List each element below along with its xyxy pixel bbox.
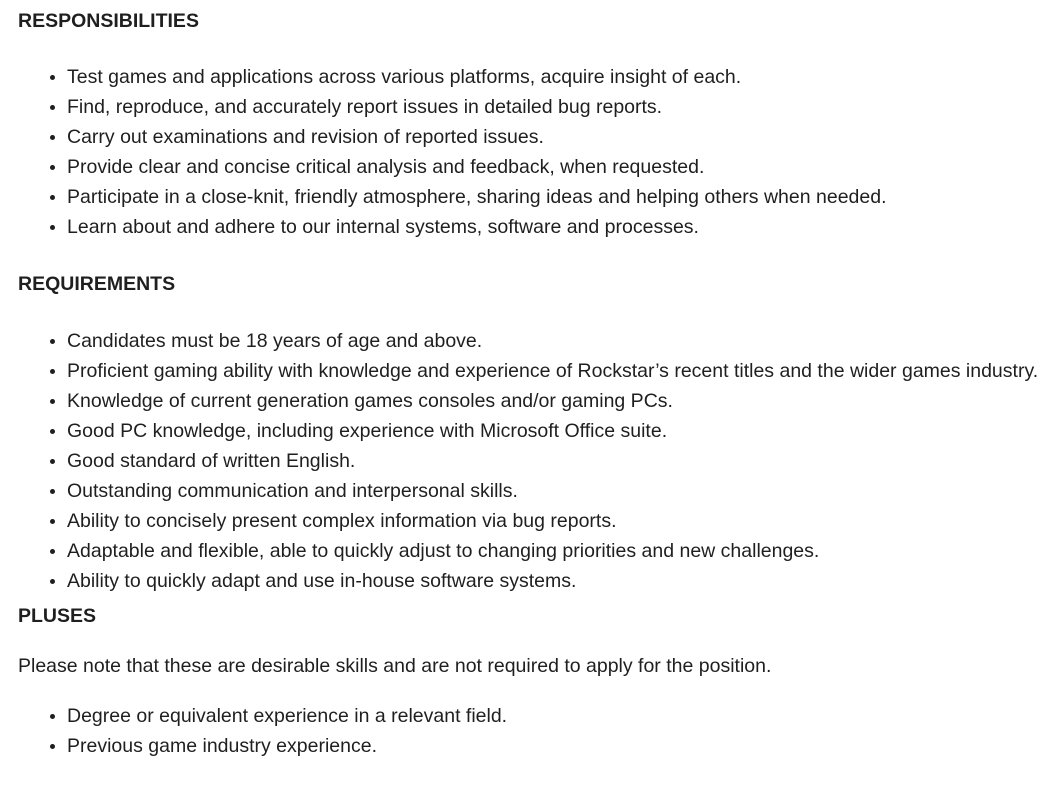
- list-item: Find, reproduce, and accurately report issues in detailed bug reports.: [18, 92, 1057, 122]
- list-item: Learn about and adhere to our internal systems, software and processes.: [18, 212, 1057, 242]
- list-item: Test games and applications across various platforms, acquire insight of each.: [18, 62, 1057, 92]
- list-item: Previous game industry experience.: [18, 731, 1057, 761]
- list-item: Carry out examinations and revision of reported issues.: [18, 122, 1057, 152]
- list-item: Degree or equivalent experience in a relevant field.: [18, 701, 1057, 731]
- pluses-heading: PLUSES: [18, 605, 97, 627]
- list-item: Ability to quickly adapt and use in-house software systems.: [18, 566, 1057, 596]
- requirements-heading: REQUIREMENTS: [18, 273, 176, 295]
- list-item: Adaptable and flexible, able to quickly adjust to changing priorities and new challenges.: [18, 536, 1057, 566]
- requirements-list: [18, 326, 1062, 596]
- responsibilities-list: [18, 62, 1062, 242]
- list-item: Knowledge of current generation games consoles and/or gaming PCs.: [18, 386, 1057, 416]
- pluses-list: [18, 701, 1062, 761]
- list-item: Proficient gaming ability with knowledge and experience of Rockstar’s recent titles and the wider games industry.: [18, 356, 1057, 386]
- list-item: Good PC knowledge, including experience with Microsoft Office suite.: [18, 416, 1057, 446]
- list-item: Ability to concisely present complex information via bug reports.: [18, 506, 1057, 536]
- list-item: Good standard of written English.: [18, 446, 1057, 476]
- list-item: Participate in a close-knit, friendly atmosphere, sharing ideas and helping others when needed.: [18, 182, 1057, 212]
- list-item: Candidates must be 18 years of age and above.: [18, 326, 1057, 356]
- list-item: Provide clear and concise critical analysis and feedback, when requested.: [18, 152, 1057, 182]
- responsibilities-heading: RESPONSIBILITIES: [18, 10, 199, 32]
- pluses-note: Please note that these are desirable skills and are not required to apply for the position.: [18, 655, 772, 677]
- list-item: Outstanding communication and interpersonal skills.: [18, 476, 1057, 506]
